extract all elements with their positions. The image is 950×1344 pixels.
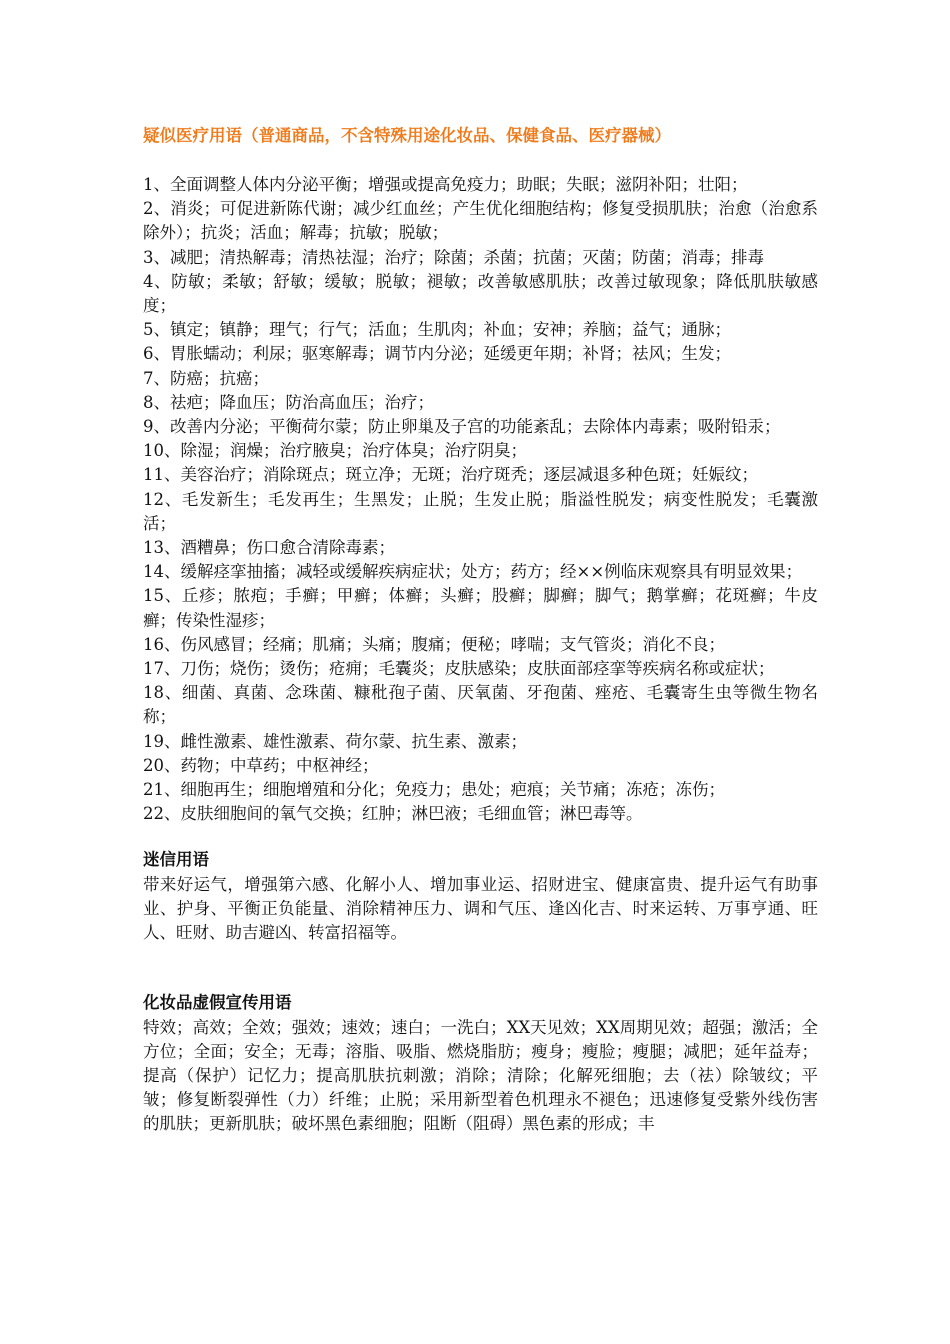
medical-term-item: 8、祛疤；降血压；防治高血压；治疗； <box>143 392 434 412</box>
medical-term-item: 16、伤风感冒；经痛；肌痛；头痛；腹痛；便秘；哮喘；支气管炎；消化不良； <box>143 634 725 654</box>
medical-term-item: 19、雌性激素、雄性激素、荷尔蒙、抗生素、激素； <box>143 731 527 751</box>
medical-term-item: 9、改善内分泌；平衡荷尔蒙；防止卵巢及子宫的功能紊乱；去除体内毒素；吸附铅汞； <box>143 417 781 437</box>
medical-term-item: 14、缓解痉挛抽搐；减轻或缓解疾病症状；处方；药方；经××例临床观察具有明显效果； <box>143 562 803 582</box>
medical-term-item: 3、减肥；清热解毒；清热祛湿；治疗；除菌；杀菌；抗菌；灭菌；防菌；消毒；排毒 <box>143 247 764 267</box>
medical-term-item: 20、药物；中草药；中枢神经； <box>143 755 379 775</box>
medical-term-item: 11、美容治疗；消除斑点；斑立净；无斑；治疗斑秃；逐层减退多种色斑；妊娠纹； <box>143 465 758 485</box>
medical-term-item: 15、丘疹；脓疱；手癣；甲癣；体癣；头癣；股癣；脚癣；脚气；鹅掌癣；花斑癣；牛皮癣；传染性湿疹； <box>143 586 818 630</box>
medical-term-item: 7、防癌；抗癌； <box>143 368 269 388</box>
document-content <box>143 123 818 1137</box>
medical-term-item: 4、防敏；柔敏；舒敏；缓敏；脱敏；褪敏；改善敏感肌肤；改善过敏现象；降低肌肤敏感度； <box>143 271 818 316</box>
section-spacer <box>143 945 818 991</box>
medical-term-item: 1、全面调整人体内分泌平衡；增强或提高免疫力；助眠；失眠；滋阴补阳；壮阳； <box>143 175 748 194</box>
medical-term-item: 2、消炎；可促进新陈代谢；减少红血丝；产生优化细胞结构；修复受损肌肤；治愈（治愈系除外）；抗炎；活血；解毒；抗敏；脱敏； <box>143 199 818 243</box>
medical-term-item: 21、细胞再生；细胞增殖和分化；免疫力；患处；疤痕；关节痛；冻疮；冻伤； <box>143 780 725 800</box>
medical-term-list <box>143 173 818 826</box>
medical-term-item: 5、镇定；镇静；理气；行气；活血；生肌肉；补血；安神；养脑；益气；通脉； <box>143 320 731 340</box>
medical-term-item: 13、酒糟鼻；伤口愈合清除毒素； <box>143 538 395 558</box>
medical-term-item: 6、胃胀蠕动；利尿；驱寒解毒；调节内分泌；延缓更年期；补肾；祛风；生发； <box>143 344 731 364</box>
cosmetic-section-body: 特效；高效；全效；强效；速效；速白；一洗白；XX天见效；XX周期见效；超强；激活；全方位；全面；安全；无毒；溶脂、吸脂、燃烧脂肪；瘦身；瘦脸；瘦腿；减肥；延年益寿；提高（保护）记忆力；提高肌肤抗刺激；消除；清除；化解死细胞；去（祛）除皱纹；平皱；修复断裂弹性（力）纤维；止脱；采用新型着色机理永不褪色；迅速修复受紫外线伤害的肌肤；更新肌肤；破坏黑色素细胞；阻断（阻碍）黑色素的形成；丰 <box>143 1017 818 1134</box>
medical-term-item: 22、皮肤细胞间的氧气交换；红肿；淋巴液；毛细血管；淋巴毒等。 <box>143 804 643 824</box>
superstition-section-heading: 迷信用语 <box>143 850 209 870</box>
superstition-section-body: 带来好运气，增强第六感、化解小人、增加事业运、招财进宝、健康富贵、提升运气有助事业、护身、平衡正负能量、消除精神压力、调和气压、逢凶化吉、时来运转、万事亨通、旺人、旺财、助吉避凶、转富招福等。 <box>143 874 818 943</box>
cosmetic-section-heading: 化妆品虚假宣传用语 <box>143 993 292 1013</box>
medical-term-item: 17、刀伤；烧伤；烫伤；疮痈；毛囊炎；皮肤感染；皮肤面部痉挛等疾病名称或症状； <box>143 659 775 679</box>
medical-term-item: 18、细菌、真菌、念珠菌、糠秕孢子菌、厌氧菌、牙孢菌、痤疮、毛囊寄生虫等微生物名称； <box>143 683 818 727</box>
medical-section-title: 疑似医疗用语（普通商品，不含特殊用途化妆品、保健食品、医疗器械） <box>143 126 671 145</box>
medical-term-item: 10、除湿；润燥；治疗腋臭；治疗体臭；治疗阴臭； <box>143 441 527 461</box>
medical-term-item: 12、毛发新生；毛发再生；生黑发；止脱；生发止脱；脂溢性脱发；病变性脱发；毛囊激活； <box>143 489 818 533</box>
section-spacer <box>143 826 818 848</box>
